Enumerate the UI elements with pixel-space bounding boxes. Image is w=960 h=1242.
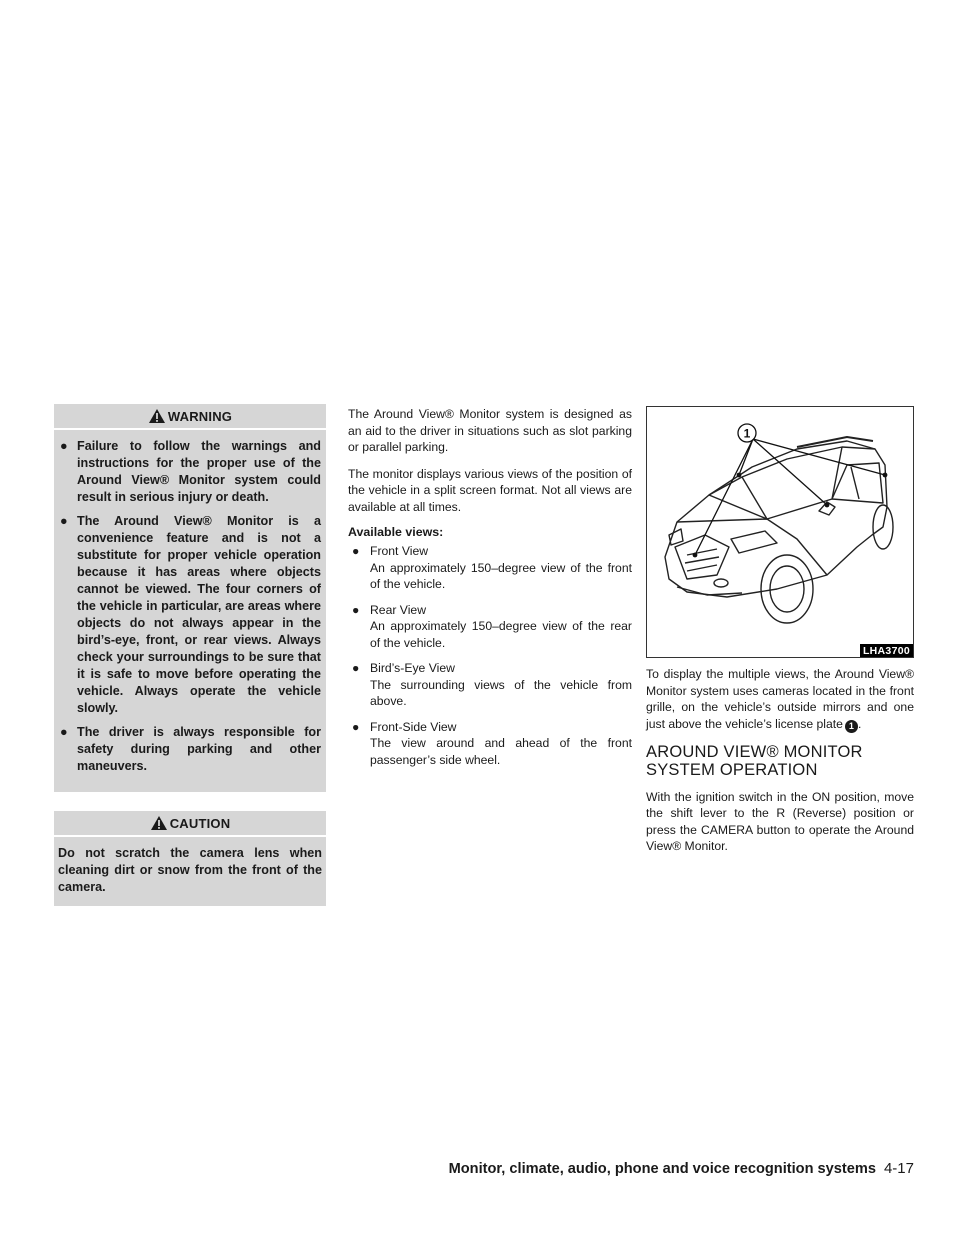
section-heading: AROUND VIEW® MONITOR SYSTEM OPERATION bbox=[646, 742, 863, 779]
warning-box bbox=[54, 404, 326, 792]
view-item: ● Front-Side View The view around and ahead of the front passenger’s side wheel. bbox=[352, 719, 632, 767]
middle-column bbox=[348, 406, 632, 777]
caution-triangle-icon bbox=[150, 815, 168, 831]
view-name: Bird’s-Eye View bbox=[370, 661, 455, 675]
right-column bbox=[646, 406, 914, 865]
caution-box bbox=[54, 811, 326, 906]
views-heading: Available views: bbox=[348, 525, 444, 539]
callout-ref-icon: 1 bbox=[845, 720, 858, 733]
warning-list bbox=[54, 438, 326, 775]
view-name: Front-Side View bbox=[370, 719, 457, 734]
warning-item: ● Failure to follow the warnings and instructions for the proper use of the Around View® Monitor system could result in serious injury or death. bbox=[60, 439, 321, 504]
views-list bbox=[348, 543, 632, 768]
footer-title: Monitor, climate, audio, phone and voice recognition systems bbox=[448, 1161, 876, 1177]
caution-header bbox=[54, 811, 326, 835]
view-item: ● Bird’s-Eye View The surrounding views of the vehicle from above. bbox=[352, 661, 632, 708]
caution-text: Do not scratch the camera lens when cleaning dirt or snow from the front of the camera. bbox=[58, 846, 322, 894]
view-item: ● Front View An approximately 150–degree view of the front of the vehicle. bbox=[352, 544, 632, 591]
intro-paragraph: The Around View® Monitor system is designed as an aid to the driver in situations such as slot parking or parallel parking. bbox=[348, 407, 632, 454]
intro-paragraph-2: The monitor displays various views of the position of the vehicle in a split screen format. Not all views are available at all times. bbox=[348, 466, 632, 514]
warning-header bbox=[54, 404, 326, 428]
view-name: Rear View bbox=[370, 602, 426, 617]
figure-code: LHA3700 bbox=[860, 644, 913, 657]
warning-triangle-icon bbox=[148, 408, 166, 424]
left-column bbox=[54, 404, 326, 906]
view-desc: An approximately 150–degree view of the rear of the vehicle. bbox=[370, 619, 632, 650]
view-desc: The view around and ahead of the front passenger’s side wheel. bbox=[370, 736, 632, 767]
warning-title: WARNING bbox=[167, 408, 233, 424]
operation-paragraph: With the ignition switch in the ON position, move the shift lever to the R (Reverse) position or press the CAMERA button to operate the Around View® Monitor. bbox=[646, 789, 914, 853]
page-number: 4-17 bbox=[883, 1160, 914, 1177]
view-desc: An approximately 150–degree view of the front of the vehicle. bbox=[370, 560, 632, 591]
figure-callout-label: 1 bbox=[743, 426, 751, 441]
caution-title: CAUTION bbox=[169, 815, 231, 831]
car-camera-figure bbox=[646, 406, 914, 658]
camera-locations-paragraph: To display the multiple views, the Around View® Monitor system uses cameras located in the front grille, on the vehicle’s outside mirrors and one just above the vehicle’s license plate 1 . bbox=[646, 667, 914, 731]
warning-item: ● The Around View® Monitor is a convenience feature and is not a substitute for proper vehicle operation because it has areas where objects cannot be viewed. The four corners of the vehicle in particular, are areas where objects do not always appear in the bird’s-eye, front, or rear views. Always check your surroundings to be sure that it is safe to move before operating the vehicle. Always operate the vehicle slowly. bbox=[60, 514, 321, 715]
view-name: Front View bbox=[370, 544, 429, 558]
warning-item: ● The driver is always responsible for safety during parking and other maneuvers. bbox=[60, 725, 321, 773]
page-footer bbox=[449, 1160, 914, 1177]
view-desc: The surrounding views of the vehicle from above. bbox=[370, 677, 632, 708]
view-item: ● Rear View An approximately 150–degree view of the rear of the vehicle. bbox=[352, 602, 632, 650]
car-illustration bbox=[647, 407, 913, 657]
